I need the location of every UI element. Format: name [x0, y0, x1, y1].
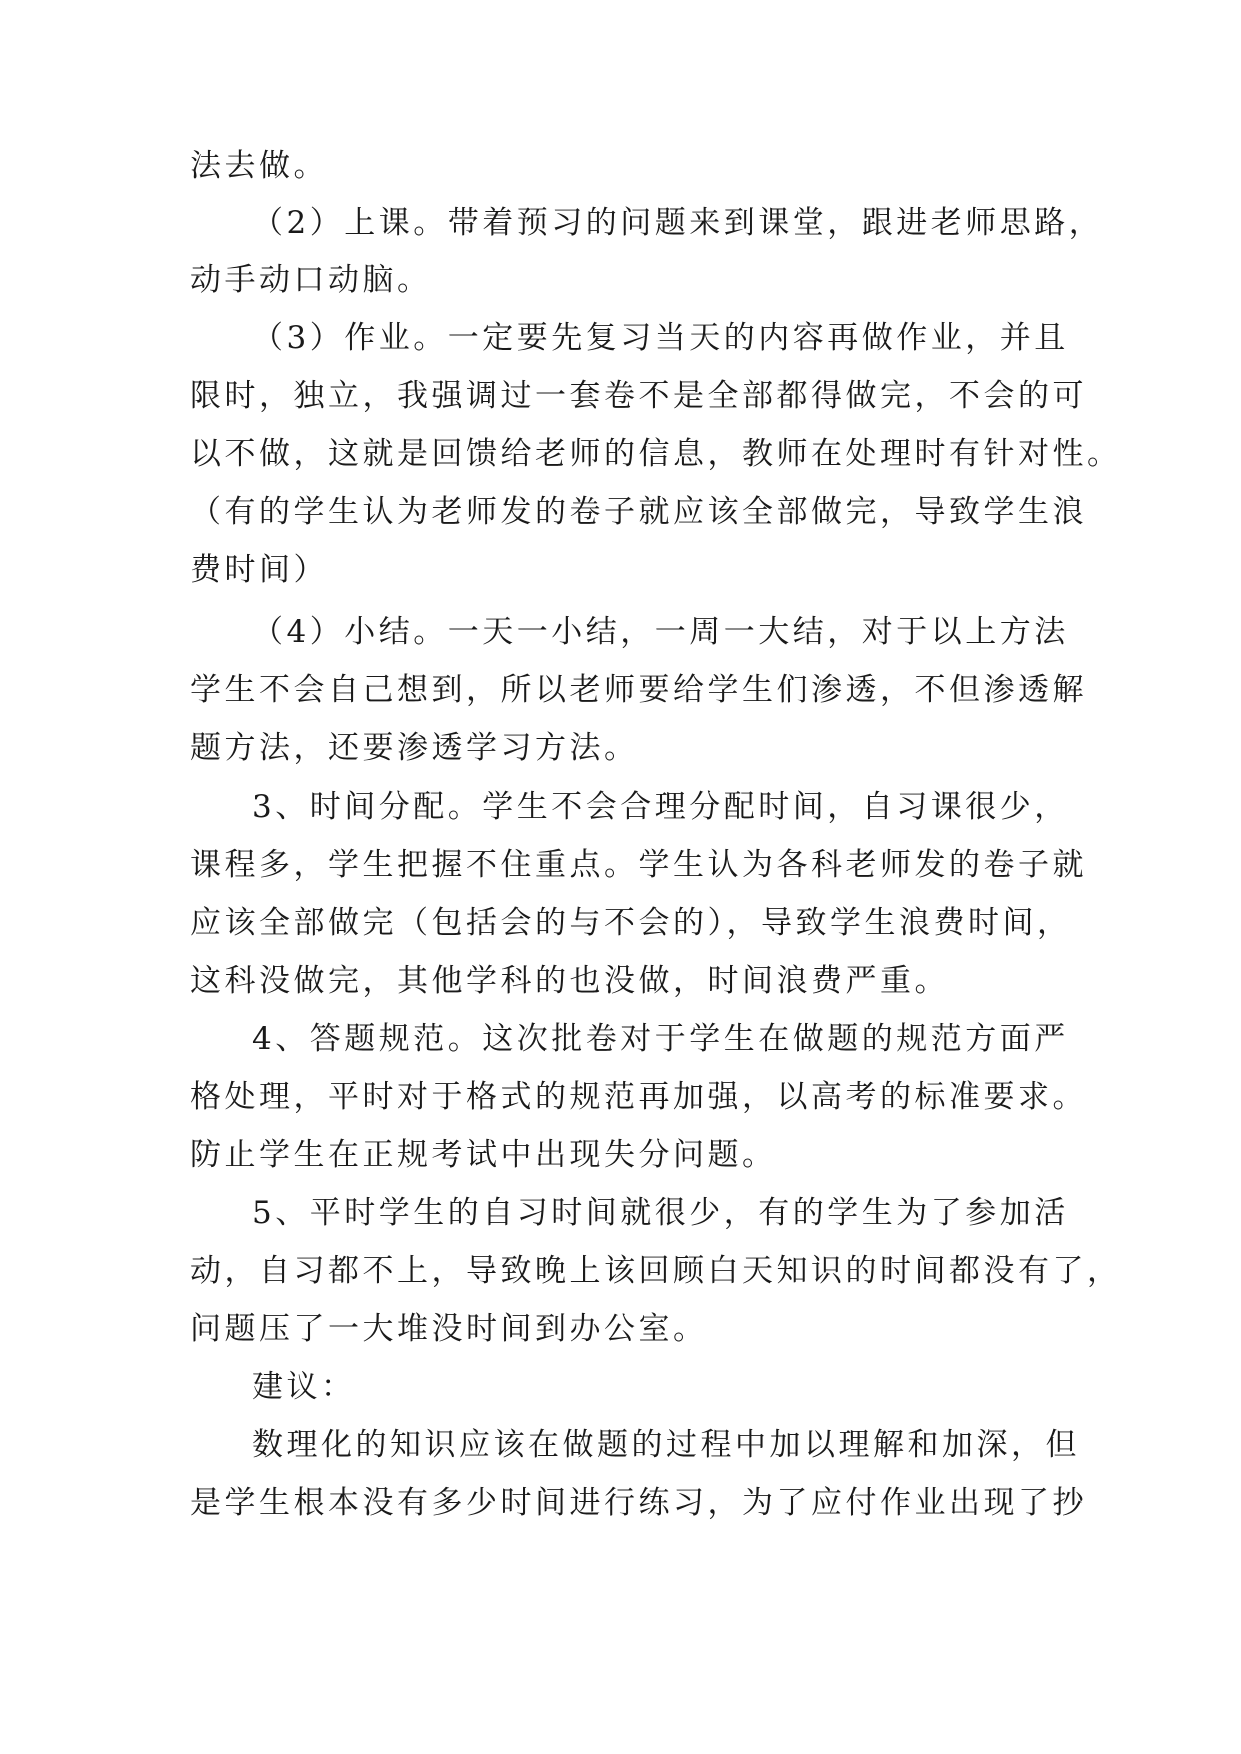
text-line: 动手动口动脑。 — [190, 262, 432, 298]
text-line: 5、平时学生的自习时间就很少，有的学生为了参加活 — [252, 1195, 1069, 1231]
text-line: 动，自习都不上，导致晚上该回顾白天知识的时间都没有了， — [190, 1253, 1122, 1289]
text-line: 应该全部做完（包括会的与不会的），导致学生浪费时间， — [190, 905, 1072, 941]
text-line: 学生不会自己想到，所以老师要给学生们渗透，不但渗透解 — [190, 672, 1087, 708]
text-line: （2）上课。带着预习的问题来到课堂，跟进老师思路， — [252, 205, 1104, 241]
text-line: 费时间） — [190, 552, 328, 588]
text-line: 题方法，还要渗透学习方法。 — [190, 730, 639, 766]
text-line: 防止学生在正规考试中出现失分问题。 — [190, 1137, 777, 1173]
text-line: 这科没做完，其他学科的也没做，时间浪费严重。 — [190, 963, 949, 999]
text-line: 问题压了一大堆没时间到办公室。 — [190, 1311, 708, 1347]
text-line: 以不做，这就是回馈给老师的信息，教师在处理时有针对性。 — [190, 436, 1122, 472]
text-line: （4）小结。一天一小结，一周一大结，对于以上方法 — [252, 614, 1069, 650]
text-line: （有的学生认为老师发的卷子就应该全部做完，导致学生浪 — [190, 494, 1087, 530]
text-line: 课程多，学生把握不住重点。学生认为各科老师发的卷子就 — [190, 847, 1087, 883]
text-line: 格处理，平时对于格式的规范再加强，以高考的标准要求。 — [190, 1079, 1087, 1115]
text-line: 法去做。 — [190, 148, 328, 184]
text-line: 是学生根本没有多少时间进行练习，为了应付作业出现了抄 — [190, 1485, 1087, 1521]
text-line: 数理化的知识应该在做题的过程中加以理解和加深，但 — [252, 1427, 1080, 1463]
text-line: 3、时间分配。学生不会合理分配时间，自习课很少， — [252, 789, 1069, 825]
text-line: 限时，独立，我强调过一套卷不是全部都得做完，不会的可 — [190, 378, 1087, 414]
text-line: 建议： — [252, 1369, 356, 1405]
text-line: 4、答题规范。这次批卷对于学生在做题的规范方面严 — [252, 1021, 1069, 1057]
text-line: （3）作业。一定要先复习当天的内容再做作业，并且 — [252, 320, 1069, 356]
